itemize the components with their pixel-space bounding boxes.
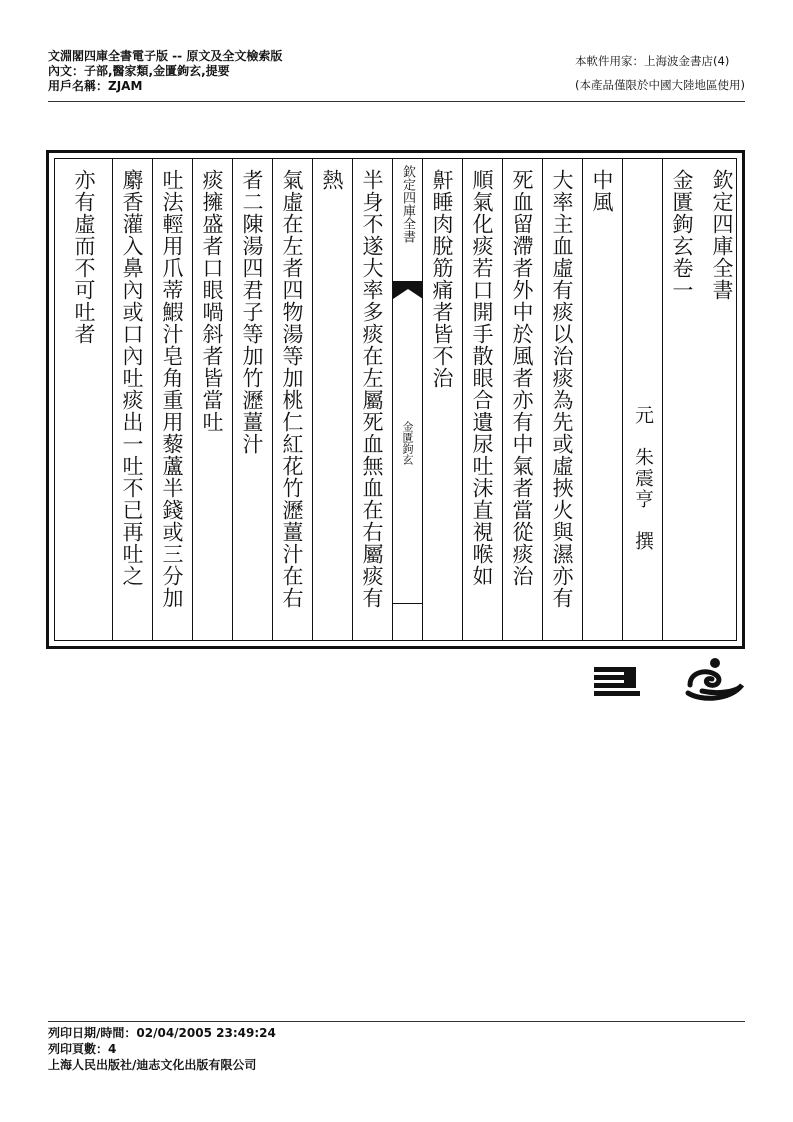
print-pages: 列印頁數：4 [48, 1042, 117, 1056]
column-text-volume-title: 金匱鉤玄卷一 [670, 169, 694, 301]
footer-info [48, 1025, 276, 1073]
column-text: 者二陳湯四君子等加竹瀝薑汁 [240, 169, 264, 455]
text-column [422, 159, 462, 640]
text-column [622, 159, 662, 640]
column-text-section-heading: 中風 [590, 169, 614, 213]
page-frame [46, 150, 745, 649]
center-book-title: 金匱鉤玄 [401, 421, 414, 465]
header-rule [48, 101, 745, 102]
center-collection-title: 欽定四庫全書 [400, 165, 415, 243]
column-text: 鼾睡肉脫筋痛者皆不治 [430, 169, 454, 389]
publisher-logo [590, 655, 750, 703]
header-license [575, 49, 745, 97]
column-text: 死血留滯者外中於風者亦有中氣者當從痰治 [510, 169, 534, 587]
column-text: 半身不遂大率多痰在左屬死血無血在右屬痰有 [360, 169, 384, 609]
column-text: 大率主血虛有痰以治痰為先或虛挾火與濕亦有 [550, 169, 574, 609]
column-text-author: 元 朱震亨 撰 [632, 405, 654, 552]
text-column [272, 159, 312, 640]
stripes-logo-icon [594, 667, 640, 696]
center-fold-column [392, 159, 422, 640]
text-column [152, 159, 192, 640]
text-column [582, 159, 622, 640]
fish-tail-icon [393, 281, 423, 301]
text-column [702, 159, 742, 640]
print-datetime: 列印日期/時間：02/04/2005 23:49:24 [48, 1026, 276, 1040]
column-text-collection-title: 欽定四庫全書 [710, 169, 734, 301]
text-column [662, 159, 702, 640]
header-info [48, 49, 282, 94]
publisher-credit: 上海人民出版社/迪志文化出版有限公司 [48, 1058, 257, 1072]
text-column [312, 159, 352, 640]
page-inner-frame [54, 158, 737, 641]
text-column [112, 159, 152, 640]
text-column [232, 159, 272, 640]
footer-rule [48, 1021, 745, 1022]
text-column [462, 159, 502, 640]
column-text: 痰擁盛者口眼喎斜者皆當吐 [200, 169, 224, 433]
text-column [542, 159, 582, 640]
column-text: 氣虛在左者四物湯等加桃仁紅花竹瀝薑汁在右 [280, 169, 304, 609]
column-text: 亦有虛而不可吐者 [72, 169, 96, 345]
text-column [192, 159, 232, 640]
header-content-path: 內文：子部,醫家類,金匱鉤玄,提要 [48, 64, 230, 78]
license-region-note: (本產品僅限於中國大陸地區使用) [575, 78, 745, 92]
header-username: 用戶名稱：ZJAM [48, 79, 143, 93]
license-user: 本軟件用家：上海波金書店(4) [575, 54, 730, 68]
text-column [502, 159, 542, 640]
column-text: 順氣化痰若口開手散眼合遺尿吐沫直視喉如 [470, 169, 494, 587]
text-column [352, 159, 392, 640]
header-title: 文淵閣四庫全書電子版 -- 原文及全文檢索版 [48, 49, 283, 63]
text-column [55, 159, 112, 640]
swirl-logo-icon [688, 658, 742, 698]
column-text: 麝香灌入鼻內或口內吐痰出一吐不已再吐之 [120, 169, 144, 587]
center-divider [393, 603, 422, 604]
column-text: 熱 [320, 169, 344, 191]
column-text: 吐法輕用爪蒂鰕汁皂角重用藜蘆半錢或三分加 [160, 169, 184, 609]
